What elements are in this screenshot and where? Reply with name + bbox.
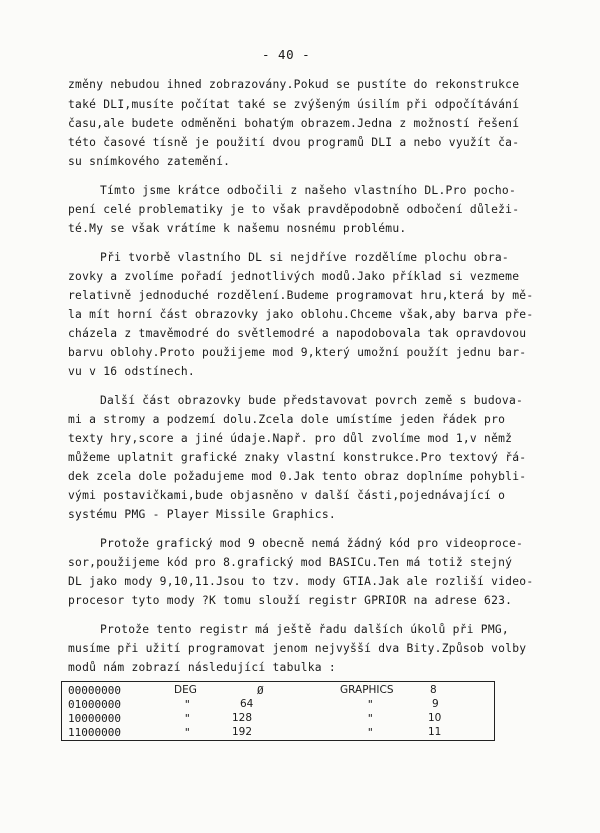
table-cell-ditto: " [367,698,374,711]
table-cell-label: GRAPHICS [340,684,394,696]
table-cell-bits: 11000000 [68,726,121,739]
text-line: této časové tísně je použití dvou programů DLI a nebo využít ča- [68,136,520,149]
table-cell-label: DEG [174,684,197,696]
text-line: Další část obrazovky bude představovat povrch země s budova- [100,394,524,407]
text-line: dek zcela dole požadujeme mod 0.Jak tento obraz doplníme pohybli- [68,470,527,483]
table-cell-value: 128 [232,712,253,724]
text-line: cházela z tmavěmodré do světlemodré a napodobovala tak opravdovou [68,327,527,340]
table-cell-value: 64 [240,698,254,710]
text-line: DL jako mody 9,10,11.Jsou to tzv. mody GTIA.Jak ale rozliší video- [68,575,534,588]
text-line: vými postavičkami,bude objasněno v další části,pojednávající o [68,489,506,502]
text-line: su snímkového zatemění. [68,155,231,168]
table-cell-ditto: " [367,712,374,725]
mode-table [61,681,495,741]
text-line: musíme při užití programovat jenom nejvyšší dva Bity.Způsob volby [68,642,527,655]
text-line: mi a stromy a podzemí dolu.Zcela dole umístíme jeden řádek pro [68,413,506,426]
table-cell-bits: 00000000 [68,684,121,697]
table-cell-mode: 9 [432,698,439,710]
text-line: také DLI,musíte počítat také se zvýšeným úsilím při odpočítávání [68,98,520,111]
text-line: zovky a zvolíme pořadí jednotlivých modů.Jako příklad si vezmeme [68,270,520,283]
table-cell-ditto: " [184,698,191,711]
text-line: času,ale budete odměněni bohatým obrazem.Jedna z možností řešení [68,117,520,130]
table-cell-value: 192 [232,726,253,738]
page-number: - 40 - [262,47,311,62]
text-line: sor,použijeme kód pro 8.grafický mod BASICu.Ten má totiž stejný [68,556,513,569]
table-cell-mode: 8 [430,684,437,696]
table-cell-ditto: " [184,726,191,739]
text-line: změny nebudou ihned zobrazovány.Pokud se pustíte do rekonstrukce [68,78,520,91]
text-line: můžeme uplatnit grafické znaky vlastní konstrukce.Pro textový řá- [68,451,527,464]
text-line: modů nám zobrazí následující tabulka : [68,661,336,674]
table-cell-value: Ø [257,684,264,697]
table-cell-ditto: " [367,726,374,739]
text-line: Protože tento registr má ještě řadu dalších úkolů při PMG, [100,623,509,636]
text-line: texty hry,score a jiné údaje.Např. pro důl zvolíme mod 1,v němž [68,432,513,445]
text-line: té.My se však vrátíme k našemu nosnému problému. [68,222,407,235]
text-line: Protože grafický mod 9 obecně nemá žádný kód pro videoproce- [100,537,524,550]
table-cell-mode: 10 [428,712,442,724]
text-line: barvu oblohy.Proto použijeme mod 9,který umožní použít jednu bar- [68,346,527,359]
table-cell-ditto: " [184,712,191,725]
text-line: pení celé problematiky je to však pravděpodobně odbočení důleži- [68,203,520,216]
text-line: procesor tyto mody ?K tomu slouží registr GPRIOR na adrese 623. [68,594,513,607]
table-cell-bits: 01000000 [68,698,121,711]
text-line: la mít horní část obrazovky jako oblohu.Chceme však,aby barva pře- [68,308,534,321]
text-line: relativně jednoduché rozdělení.Budeme programovat hru,která by mě- [68,289,534,302]
table-cell-bits: 10000000 [68,712,121,725]
text-line: systému PMG - Player Missile Graphics. [68,508,336,521]
table-cell-mode: 11 [428,726,442,738]
text-line: Tímto jsme krátce odbočili z našeho vlastního DL.Pro pocho- [100,184,517,197]
text-line: Při tvorbě vlastního DL si nejdříve rozdělíme plochu obra- [100,251,509,264]
text-line: vu v 16 odstínech. [68,365,195,378]
